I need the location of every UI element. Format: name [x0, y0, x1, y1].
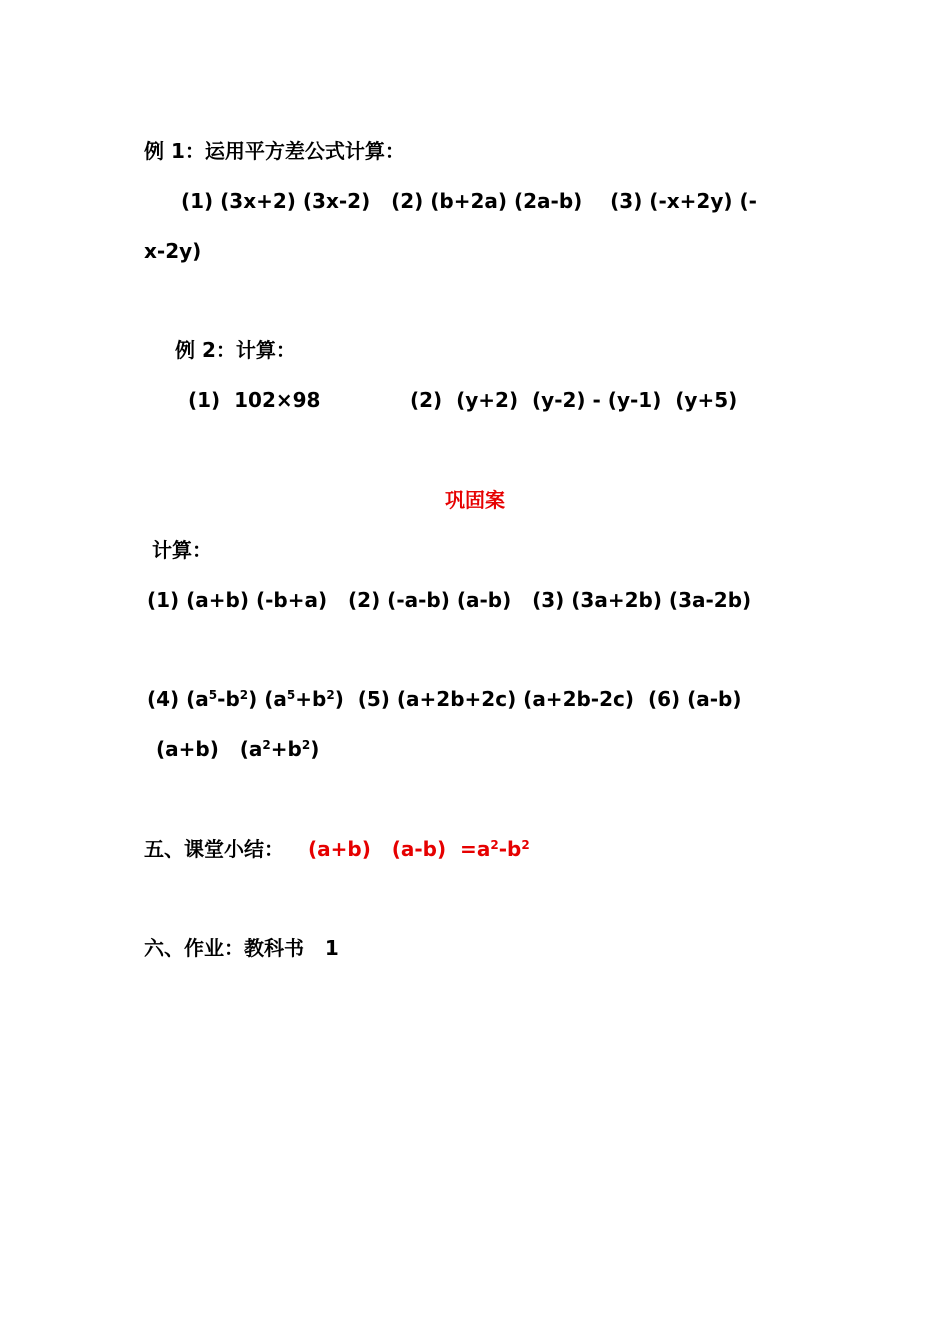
homework-line: 六、作业：教科书 1 [144, 936, 339, 960]
example2-item1: (1) 102×98 [188, 388, 321, 412]
example2-heading: 例 2：计算： [175, 338, 296, 362]
row3-part3: ) [310, 737, 320, 761]
example1-problems-line2: x-2y) [144, 239, 202, 263]
consolidation-row3 [156, 736, 319, 762]
summary-line [144, 836, 530, 862]
row2-exponent4: 2 [326, 688, 335, 702]
row2-part4: +b [295, 687, 327, 711]
summary-formula [308, 837, 530, 861]
row3-exponent2: 2 [301, 738, 311, 752]
consolidation-row1: (1) (a+b) (-b+a) (2) (-a-b) (a-b) (3) (3a+2b) (3a-2b) [147, 588, 752, 612]
row3-part1: (a+b) (a [156, 737, 263, 761]
example2-item2: (2) (y+2) (y-2) - (y-1) (y+5) [410, 388, 738, 412]
summary-formula-exponent2: 2 [521, 838, 530, 852]
summary-formula-part2: -b [498, 837, 522, 861]
example1-problems-line1: (1) (3x+2) (3x-2) (2) (b+2a) (2a-b) (3) (-x+2y) (- [181, 189, 757, 213]
row2-exponent1: 5 [208, 688, 218, 702]
row2-exponent2: 2 [239, 688, 249, 702]
row3-exponent1: 2 [262, 738, 271, 752]
row2-exponent3: 5 [286, 688, 296, 702]
example1-heading: 例 1：运用平方差公式计算： [144, 139, 405, 163]
summary-label: 五、课堂小结： [144, 837, 284, 861]
consolidation-heading: 计算： [152, 538, 212, 562]
consolidation-title: 巩固案 [445, 488, 505, 512]
summary-formula-exponent1: 2 [490, 838, 499, 852]
row2-part5: ) (5) (a+2b+2c) (a+2b-2c) (6) (a-b) [334, 687, 742, 711]
consolidation-row2 [147, 686, 742, 712]
row3-part2: +b [270, 737, 302, 761]
row2-part2: -b [217, 687, 240, 711]
row2-part3: ) (a [248, 687, 287, 711]
row2-part1: (4) (a [147, 687, 209, 711]
summary-formula-part1: (a+b) (a-b) =a [308, 837, 491, 861]
